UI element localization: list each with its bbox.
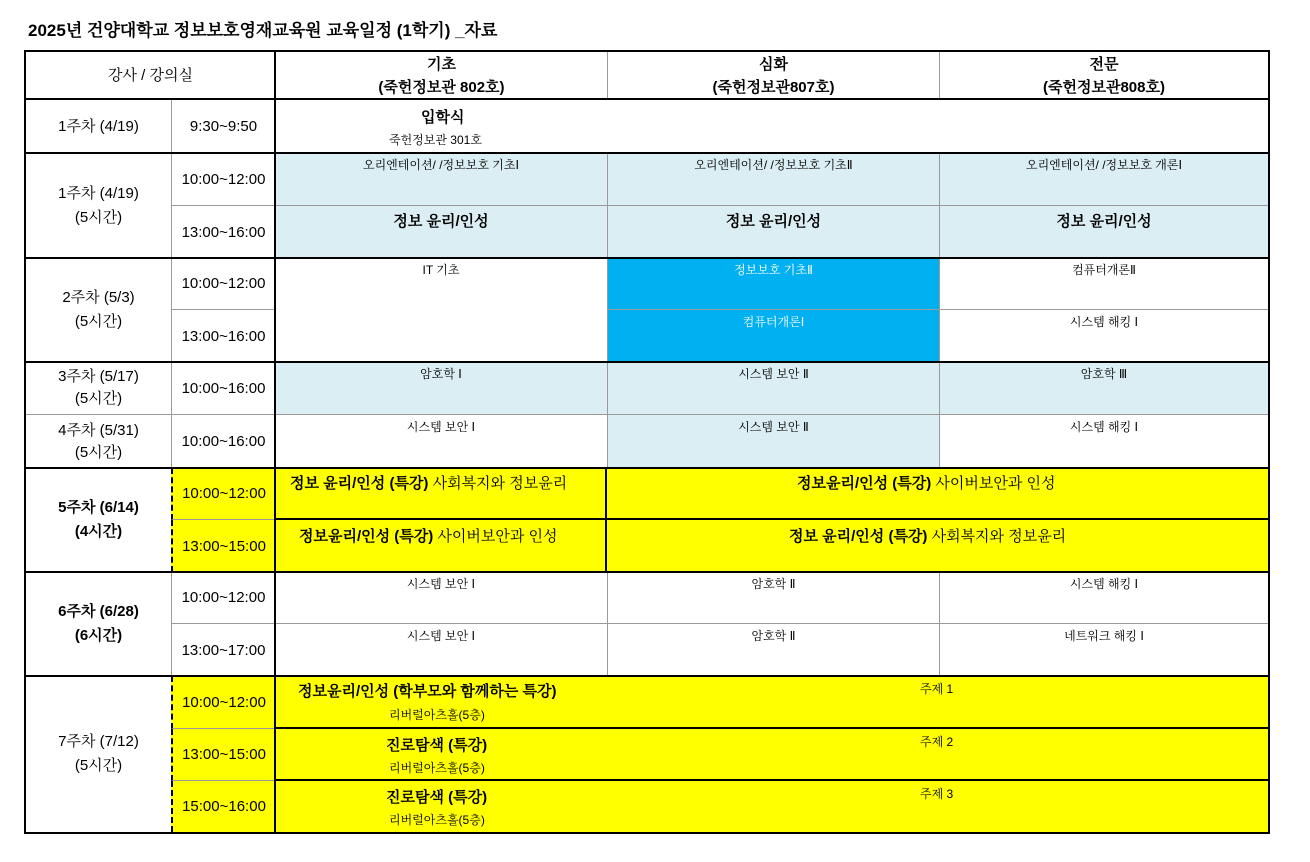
week2-pro-1: 컴퓨터개론Ⅱ (939, 258, 1268, 310)
week5-time-2: 13:00~15:00 (171, 520, 275, 572)
week3-basic: 암호학 Ⅰ (275, 362, 607, 415)
week6-basic-1: 시스템 보안 Ⅰ (275, 572, 607, 624)
week7-row-2 (275, 729, 1268, 781)
week7-row-3 (275, 781, 1268, 832)
header-basic-room: (죽헌정보관 802호) (378, 79, 505, 96)
week7-row-2-room: 리버럴아츠홀(5층) (389, 761, 485, 775)
week5-label (26, 468, 171, 572)
week7-row-3-title: 진로탐색 (특강) (386, 789, 488, 806)
week1-pro-2: 정보 윤리/인성 (939, 206, 1268, 258)
week7-row-1 (275, 676, 1268, 729)
week1-label (26, 153, 171, 258)
schedule-table (24, 50, 1270, 834)
week5-date: 5주차 (6/14) (58, 499, 139, 516)
header-instructor-room: 강사 / 강의실 (108, 67, 193, 84)
week2-time-1: 10:00~12:00 (171, 258, 275, 310)
week0-label: 1주차 (4/19) (58, 117, 139, 135)
week6-pro-1: 시스템 해킹 Ⅰ (939, 572, 1268, 624)
week5-lecture-topic: 사회복지와 정보윤리 (428, 475, 568, 492)
entrance-ceremony-room: 죽헌정보관 301호 (389, 133, 482, 147)
week3-date: 3주차 (5/17) (58, 368, 139, 385)
week4-pro: 시스템 해킹 Ⅰ (939, 415, 1268, 468)
week4-adv: 시스템 보안 Ⅱ (607, 415, 939, 468)
week7-time-3: 15:00~16:00 (171, 781, 275, 832)
header-expert-name: 전문 (1089, 56, 1119, 73)
week2-basic: IT 기초 (275, 258, 607, 362)
week3-label (26, 362, 171, 415)
week1-hours: (5시간) (74, 208, 123, 226)
week2-hours: (5시간) (74, 313, 123, 330)
page-title: 2025년 건양대학교 정보보호영재교육원 교육일정 (1학기) _자료 (28, 21, 498, 40)
week0-time: 9:30~9:50 (171, 100, 275, 153)
week2-adv-1: 정보보호 기초Ⅱ (607, 258, 939, 310)
week5-lecture-title: 정보윤리/인성 (특강) (299, 528, 434, 545)
week6-basic-2: 시스템 보안 Ⅰ (275, 624, 607, 676)
week6-hours: (6시간) (74, 627, 123, 644)
week7-row-3-room: 리버럴아츠홀(5층) (389, 813, 485, 827)
header-expert (939, 52, 1268, 100)
week6-time-2: 13:00~17:00 (171, 624, 275, 676)
week5-merged-1 (607, 468, 1268, 520)
week3-hours: (5시간) (74, 390, 123, 407)
week7-label (26, 676, 171, 832)
week1-pro-1: 오리엔테이션/ /정보보호 개론Ⅰ (939, 153, 1268, 206)
week4-rule (26, 467, 1268, 469)
week5-lecture-topic: 사이버보안과 인성 (433, 528, 558, 545)
week5-basic-2 (275, 520, 607, 572)
week6-rule (26, 675, 1268, 677)
week5-merged-2 (607, 520, 1268, 572)
week2-date: 2주차 (5/3) (62, 289, 135, 306)
week7-row-1-topic: 주제 1 (920, 682, 954, 696)
week7-time-1: 10:00~12:00 (171, 676, 275, 729)
week5-basic-1 (275, 468, 607, 520)
week7-time-2: 13:00~15:00 (171, 729, 275, 781)
header-advanced-name: 심화 (759, 56, 788, 73)
entrance-ceremony-cell (275, 100, 1268, 153)
week5-lecture-topic: 사이버보안과 인성 (931, 475, 1056, 492)
week4-hours: (5시간) (74, 443, 123, 461)
week4-label (26, 415, 171, 468)
header-advanced-room: (죽헌정보관807호) (712, 79, 835, 96)
week5-lecture-title: 정보 윤리/인성 (특강) (290, 475, 429, 492)
week2-label (26, 258, 171, 362)
week2-pro-2: 시스템 해킹 Ⅰ (939, 310, 1268, 362)
week1-rule (26, 257, 1268, 259)
week6-date: 6주차 (6/28) (58, 603, 139, 620)
week1-adv-2: 정보 윤리/인성 (607, 206, 939, 258)
week7-row-3-topic: 주제 3 (920, 787, 954, 801)
week7-date: 7주차 (7/12) (58, 733, 139, 750)
week2-rule (26, 361, 1268, 363)
week5-rule (26, 571, 1268, 573)
week5-hours: (4시간) (74, 523, 123, 540)
header-basic-name: 기초 (427, 56, 456, 73)
week3-adv: 시스템 보안 Ⅱ (607, 362, 939, 415)
header-expert-room: (죽헌정보관808호) (1043, 79, 1165, 96)
week1-adv-1: 오리엔테이션/ /정보보호 기초Ⅱ (607, 153, 939, 206)
week4-time: 10:00~16:00 (171, 415, 275, 468)
week6-time-1: 10:00~12:00 (171, 572, 275, 624)
week2-adv-2: 컴퓨터개론Ⅰ (607, 310, 939, 362)
week4-basic: 시스템 보안 Ⅰ (275, 415, 607, 468)
week1-basic-2: 정보 윤리/인성 (275, 206, 607, 258)
week7-row-2-topic: 주제 2 (920, 735, 954, 749)
week7-row-1-title: 정보윤리/인성 (학부모와 함께하는 특강) (298, 683, 557, 700)
week6-adv-1: 암호학 Ⅱ (607, 572, 939, 624)
week1-time-2: 13:00~16:00 (171, 206, 275, 258)
week2-time-2: 13:00~16:00 (171, 310, 275, 362)
week6-label (26, 572, 171, 676)
week5-lecture-title: 정보윤리/인성 (특강) (797, 475, 932, 492)
week0-rule (26, 152, 1268, 154)
week6-pro-2: 네트워크 해킹 Ⅰ (939, 624, 1268, 676)
week3-time: 10:00~16:00 (171, 362, 275, 415)
week5-lecture-title: 정보 윤리/인성 (특강) (789, 528, 928, 545)
week1-basic-1: 오리엔테이션/ /정보보호 기초Ⅰ (275, 153, 607, 206)
week7-hours: (5시간) (74, 757, 123, 774)
header-advanced (607, 52, 939, 100)
week3-pro: 암호학 Ⅲ (939, 362, 1268, 415)
week1-date: 1주차 (4/19) (58, 184, 139, 202)
week4-date: 4주차 (5/31) (58, 421, 139, 439)
week5-time-1: 10:00~12:00 (171, 468, 275, 520)
entrance-ceremony-title: 입학식 (421, 109, 465, 126)
label-column-rule (274, 52, 276, 832)
week1-time-1: 10:00~12:00 (171, 153, 275, 206)
header-rule (26, 98, 1268, 100)
week7-row-2-title: 진로탐색 (특강) (386, 737, 488, 754)
header-basic (275, 52, 607, 100)
week6-adv-2: 암호학 Ⅱ (607, 624, 939, 676)
week7-row-1-room: 리버럴아츠홀(5층) (389, 708, 485, 722)
week5-lecture-topic: 사회복지와 정보윤리 (927, 528, 1067, 545)
